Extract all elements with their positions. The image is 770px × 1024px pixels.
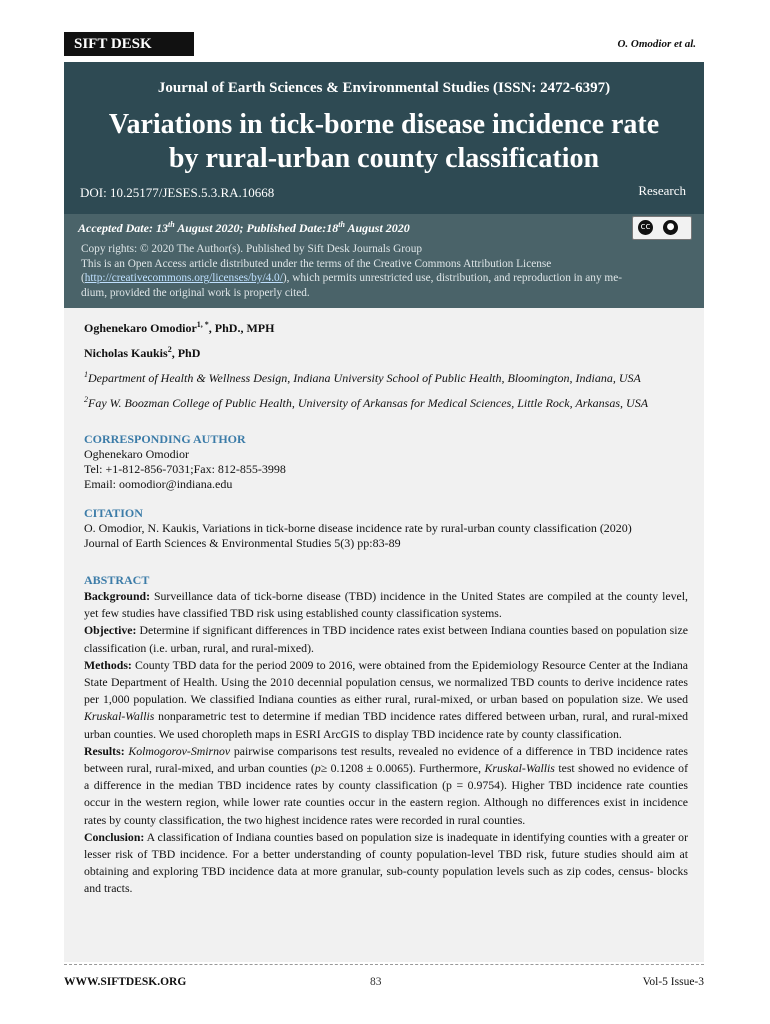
affiliation-1-text: Department of Health & Wellness Design, Indiana University School of Public Health, Bloomington, Indiana, USA [88,371,641,385]
affiliation-2 [84,389,688,414]
title-line-2: by rural-urban county classification [168,143,600,174]
published-rest: August 2020 [344,221,410,235]
results-test-name-2: Kruskal-Wallis [484,761,555,776]
author-2-name: Nicholas Kaukis [84,346,168,360]
background-text: Surveillance data of tick-borne disease (TBD) incidence in the United States are compiled at the county level, yet few studies have classified TBD risk using established county classification systems. [84,589,688,621]
publication-info-panel [64,214,704,308]
methods-text-1: County TBD data for the period 2009 to 2016, were obtained from the Epidemiology Resource Center at the Indiana State Department of Health. Using the 2010 decennial population census, we normalized TBD counts to derive incidence rates per 1,000 population. We classified Indiana counties as either rural, rural-mixed, or urban based on population size. We used [84,657,688,707]
results-text-2: 0.1208 ± 0.0065). Furthermore, [327,761,485,776]
accepted-sup: th [167,220,175,229]
affiliation-2-sup: 2 [84,395,88,404]
brand-label: SIFT DESK [64,32,194,56]
doi[interactable]: DOI: 10.25177/JESES.5.3.RA.10668 [80,185,275,200]
article-type: Research [638,183,686,198]
published-sup: th [338,220,345,229]
running-author: O. Omodior et al. [617,38,696,50]
copyright-line-4: dium, provided the original work is properly cited. [81,286,310,299]
methods-text-2: nonparametric test to determine if median TBD incidence rates differed between urban, rural, and rural-mixed urban counties. We used choropleth maps in ESRI ArcGIS to display TBD incidence rate by county classification. [84,709,688,741]
accepted-rest: August 2020; Published Date:18 [174,221,339,235]
accepted-date-label: Accepted Date: 13 [78,221,168,235]
results-test-name-1: Kolmogorov-Smirnov [124,743,231,758]
copyright-line-3-rest: ), which permits unrestricted use, distribution, and reproduction in any me- [282,272,622,284]
results-label: Results: [84,743,125,758]
corresponding-email[interactable]: Email: oomodior@indiana.edu [84,477,233,491]
cc-icon: cc [638,220,653,235]
article-front-matter [64,308,704,962]
author-2 [84,339,688,364]
affiliation-1 [84,364,688,389]
paren-open: ( [81,272,85,284]
title-line-1: Variations in tick-borne disease incidence rate [108,109,660,140]
copyright-line-3 [81,271,688,286]
methods-label: Methods: [84,657,132,672]
author-1-sup: 1, * [196,320,209,329]
citation-heading: CITATION [84,506,143,520]
author-2-sup: 2 [167,345,172,354]
publication-dates [78,220,410,236]
abstract-conclusion [84,829,688,898]
results-text-1: pairwise comparisons test results, revealed no evidence of a difference in TBD incidence rates between rural, rural-mixed, and urban counties ( [84,743,688,776]
results-text-3: test showed no evidence of a difference in the median TBD incidence rates by county classification (p = 0.9754). Higher TBD incidence rate counties occur in the western region, while lower rate counties occur in the eastern region. Although no differences exist in incidence rates by county classification, the two highest incidence rates were recorded in rural counties. [84,761,688,827]
objective-label: Objective: [84,623,137,638]
affiliation-2-text: Fay W. Boozman College of Public Health, University of Arkansas for Medical Sciences, Little Rock, Arkansas, USA [88,396,649,410]
journal-name: Journal of Earth Sciences & Environmental Studies (ISSN: 2472-6397) [157,80,611,96]
abstract-results [84,743,688,829]
results-p-symbol: p≥ [314,761,328,776]
citation-line-2: Journal of Earth Sciences & Environmental Studies 5(3) pp:83-89 [84,536,401,550]
objective-text: Determine if significant differences in TBD incidence rates exist between Indiana counties based on population size classification (i.e. urban, rural, and rural-mixed). [84,623,688,655]
title-banner [64,62,704,214]
methods-test-name: Kruskal-Wallis [84,709,155,724]
copyright-line-2: This is an Open Access article distributed under the terms of the Creative Commons Attribution License [81,257,552,270]
abstract-methods [84,657,688,743]
abstract-heading: ABSTRACT [84,573,150,587]
author-1-degree: , PhD., MPH [208,321,275,335]
background-label: Background: [84,589,150,603]
cc-license-badge[interactable] [632,216,692,240]
abstract-objective [84,622,688,656]
volume-issue: Vol-5 Issue-3 [642,976,704,988]
corresponding-phone: Tel: +1-812-856-7031;Fax: 812-855-3998 [84,462,286,476]
page-number: 83 [370,976,382,988]
author-2-degree: , PhD [171,346,201,360]
copyright-notice [81,242,688,300]
by-attribution-icon: ● [663,220,678,235]
license-link[interactable]: http://creativecommons.org/licenses/by/4.0/ [84,272,283,284]
author-1-name: Oghenekaro Omodior [84,321,197,335]
corresponding-heading: CORRESPONDING AUTHOR [84,432,246,446]
corresponding-name: Oghenekaro Omodior [84,447,189,461]
conclusion-label: Conclusion: [84,829,145,844]
conclusion-text: A classification of Indiana counties based on population size is inadequate in identifying counties with a greater or lesser risk of TBD incidence. For a better understanding of county population-level TBD risk, future studies should aim at obtaining and exploring TBD incidence data at more granular, sub-county population levels such as zip codes, census- blocks and tracts. [84,829,688,896]
footer-divider [64,964,704,965]
copyright-line-1: Copy rights: © 2020 The Author(s). Published by Sift Desk Journals Group [81,243,422,255]
article-title [64,108,704,176]
citation-line-1: O. Omodior, N. Kaukis, Variations in tick-borne disease incidence rate by rural-urban county classification (2020) [84,521,632,535]
abstract-background [84,588,688,622]
affiliation-1-sup: 1 [84,370,88,379]
footer-site[interactable]: WWW.SIFTDESK.ORG [64,976,187,988]
author-1 [84,314,688,339]
